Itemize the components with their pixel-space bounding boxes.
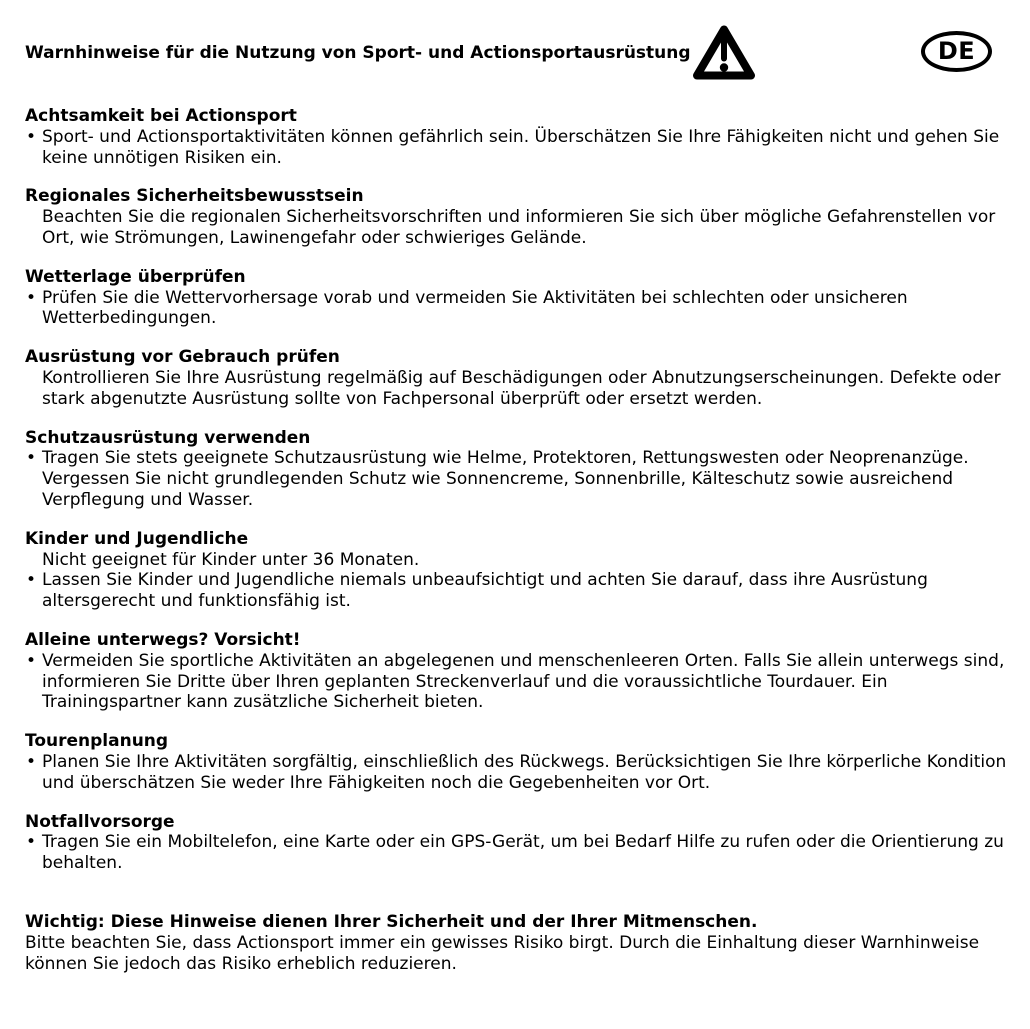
bullet-item <box>25 288 1015 330</box>
footer-note <box>25 912 1015 974</box>
item-text: Nicht geeignet für Kinder unter 36 Monaten. <box>42 549 420 570</box>
bullet-item <box>25 127 1015 169</box>
section-heading: Wetterlage überprüfen <box>25 266 246 287</box>
bullet-marker: • <box>26 751 37 772</box>
item-text: Beachten Sie die regionalen Sicherheitsvorschriften und informieren Sie sich über mögliche Gefahrenstellen vor Ort, wie Strömungen, Lawinengefahr oder schwieriges Gelände. <box>42 207 996 248</box>
section-ausruestung-pruefen <box>25 347 1015 409</box>
section-wetterlage <box>25 267 1015 329</box>
section-alleine-unterwegs <box>25 630 1015 713</box>
plain-item <box>25 207 1015 249</box>
bullet-item <box>25 752 1015 794</box>
section-achtsamkeit <box>25 106 1015 168</box>
item-text: Kontrollieren Sie Ihre Ausrüstung regelmäßig auf Beschädigungen oder Abnutzungserscheinungen. Defekte oder stark abgenutzte Ausrüstung sollte von Fachpersonal überprüft oder ersetzt werden. <box>42 367 1001 409</box>
bullet-item <box>25 651 1015 713</box>
bullet-marker: • <box>26 126 37 147</box>
section-notfallvorsorge <box>25 812 1015 874</box>
bullet-item <box>25 448 1015 510</box>
warning-triangle-icon <box>692 22 756 83</box>
section-heading: Notfallvorsorge <box>25 811 175 832</box>
section-heading: Schutzausrüstung verwenden <box>25 427 311 448</box>
bullet-marker: • <box>26 650 37 671</box>
bullet-marker: • <box>26 448 37 469</box>
item-text: Sport- und Actionsportaktivitäten können gefährlich sein. Überschätzen Sie Ihre Fähigkeiten nicht und gehen Sie keine unnötigen Risiken ein. <box>42 126 1000 168</box>
footer-note-text: Bitte beachten Sie, dass Actionsport immer ein gewisses Risiko birgt. Durch die Einhaltung dieser Warnhinweise können Sie jedoch das Risiko erheblich reduzieren. <box>25 932 980 974</box>
item-text: Vermeiden Sie sportliche Aktivitäten an abgelegenen und menschenleeren Orten. Falls Sie allein unterwegs sind, informieren Sie Dritte über Ihren geplanten Streckenverlauf und die voraussichtliche Tourdauer. Ein Trainingspartner kann zusätzliche Sicherheit bieten. <box>42 650 1005 713</box>
section-heading: Regionales Sicherheitsbewusstsein <box>25 186 364 207</box>
section-tourenplanung <box>25 731 1015 793</box>
bullet-marker: • <box>26 832 37 853</box>
section-heading: Achtsamkeit bei Actionsport <box>25 106 297 126</box>
item-text: Lassen Sie Kinder und Jugendliche niemals unbeaufsichtigt und achten Sie darauf, dass ihre Ausrüstung altersgerecht und funktionsfähig ist. <box>42 570 928 612</box>
footer-important-line: Wichtig: Diese Hinweise dienen Ihrer Sicherheit und der Ihrer Mitmenschen. <box>25 911 758 932</box>
language-badge-label: DE <box>937 37 976 66</box>
section-heading: Alleine unterwegs? Vorsicht! <box>25 629 301 650</box>
section-heading: Ausrüstung vor Gebrauch prüfen <box>25 347 340 368</box>
bullet-marker: • <box>26 287 37 308</box>
warnings-content <box>25 106 1015 974</box>
item-text: Prüfen Sie die Wettervorhersage vorab und vermeiden Sie Aktivitäten bei schlechten oder unsicheren Wetterbedingungen. <box>42 287 908 329</box>
item-text: Planen Sie Ihre Aktivitäten sorgfältig, einschließlich des Rückwegs. Berücksichtigen Sie Ihre körperliche Kondition und überschätzen Sie weder Ihre Fähigkeiten noch die Gegebenheiten vor Ort. <box>42 751 1007 793</box>
section-schutzausruestung <box>25 428 1015 511</box>
page-title: Warnhinweise für die Nutzung von Sport- und Actionsportausrüstung <box>25 43 691 63</box>
section-kinder-und-jugendliche <box>25 529 1015 612</box>
plain-item <box>25 550 1015 571</box>
bullet-marker: • <box>26 570 37 591</box>
item-text: Tragen Sie ein Mobiltelefon, eine Karte oder ein GPS-Gerät, um bei Bedarf Hilfe zu rufen oder die Orientierung zu behalten. <box>42 832 1004 874</box>
bullet-item <box>25 832 1015 874</box>
section-regionales-sicherheitsbewusstsein <box>25 186 1015 248</box>
item-text: Tragen Sie stets geeignete Schutzausrüstung wie Helme, Protektoren, Rettungswesten oder Neoprenanzüge. Vergessen Sie nicht grundlegenden Schutz wie Sonnencreme, Sonnenbrille, Kälteschutz sowie ausreichend Verpflegung und Wasser. <box>42 448 969 510</box>
section-heading: Tourenplanung <box>25 731 169 752</box>
section-heading: Kinder und Jugendliche <box>25 528 249 549</box>
bullet-item <box>25 570 1015 612</box>
plain-item <box>25 368 1015 410</box>
language-badge <box>921 31 992 72</box>
